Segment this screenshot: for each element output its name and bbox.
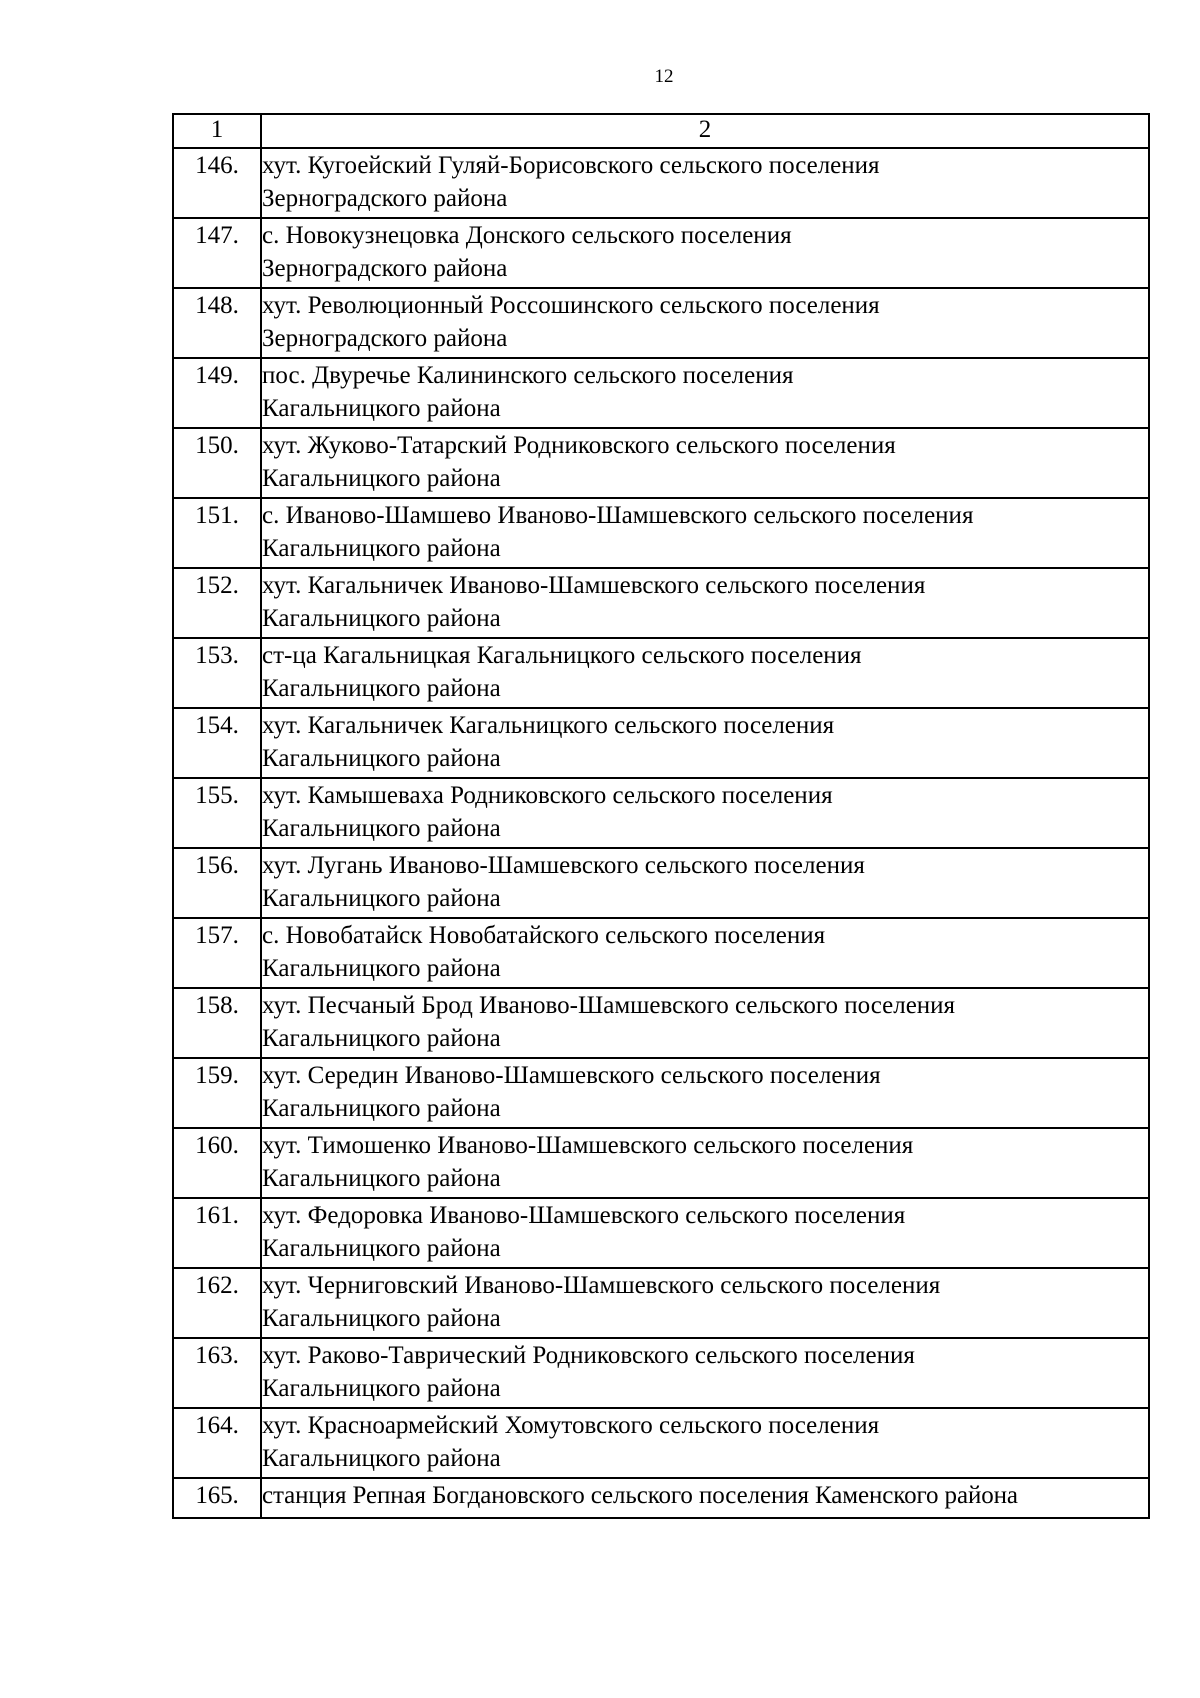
row-number: 156. [173, 848, 261, 918]
table-row [173, 918, 1149, 988]
settlement-name: хут. Федоровка Иваново-Шамшевского сельского поселения [262, 1202, 906, 1229]
row-number: 148. [173, 288, 261, 358]
table-row [173, 568, 1149, 638]
row-number: 153. [173, 638, 261, 708]
table-row [173, 988, 1149, 1058]
row-number: 157. [173, 918, 261, 988]
row-number: 150. [173, 428, 261, 498]
table-row [173, 358, 1149, 428]
settlement-cell [261, 638, 1149, 708]
table-row [173, 1058, 1149, 1128]
table-row [173, 288, 1149, 358]
settlement-district: Кагальницкого района [262, 955, 501, 982]
settlement-district: Кагальницкого района [262, 1445, 501, 1472]
settlement-district: Кагальницкого района [262, 675, 501, 702]
settlement-district: Кагальницкого района [262, 605, 501, 632]
settlement-cell [261, 1478, 1149, 1518]
row-number: 165. [173, 1478, 261, 1518]
table-row [173, 148, 1149, 218]
settlements-table [172, 113, 1150, 1519]
settlement-district: Зерноградского района [262, 255, 508, 282]
row-number: 152. [173, 568, 261, 638]
settlement-cell [261, 1268, 1149, 1338]
table-row [173, 778, 1149, 848]
table-row [173, 498, 1149, 568]
settlement-name: хут. Черниговский Иваново-Шамшевского сельского поселения [262, 1272, 941, 1299]
row-number: 158. [173, 988, 261, 1058]
table-row [173, 218, 1149, 288]
row-number: 162. [173, 1268, 261, 1338]
column-header-number: 1 [173, 114, 261, 148]
settlement-cell [261, 1198, 1149, 1268]
row-number: 151. [173, 498, 261, 568]
settlement-name: хут. Жуково-Татарский Родниковского сельского поселения [262, 432, 896, 459]
settlement-district: Кагальницкого района [262, 535, 501, 562]
settlement-district: Кагальницкого района [262, 885, 501, 912]
settlement-name: хут. Кагальничек Иваново-Шамшевского сельского поселения [262, 572, 926, 599]
settlement-name: с. Иваново-Шамшево Иваново-Шамшевского сельского поселения [262, 502, 974, 529]
settlement-name: хут. Революционный Россошинского сельского поселения [262, 292, 880, 319]
settlement-district: Кагальницкого района [262, 1235, 501, 1262]
settlement-district: Кагальницкого района [262, 1025, 501, 1052]
row-number: 154. [173, 708, 261, 778]
column-header-name: 2 [261, 114, 1149, 148]
settlement-district: Кагальницкого района [262, 1305, 501, 1332]
settlement-cell [261, 1338, 1149, 1408]
table-row [173, 848, 1149, 918]
settlement-name: хут. Камышеваха Родниковского сельского поселения [262, 782, 833, 809]
settlement-district: Кагальницкого района [262, 1095, 501, 1122]
settlement-cell [261, 1058, 1149, 1128]
table-row [173, 1198, 1149, 1268]
row-number: 159. [173, 1058, 261, 1128]
row-number: 146. [173, 148, 261, 218]
settlement-name: с. Новобатайск Новобатайского сельского поселения [262, 922, 826, 949]
settlement-cell [261, 358, 1149, 428]
settlement-cell [261, 848, 1149, 918]
settlement-cell [261, 568, 1149, 638]
table-row [173, 638, 1149, 708]
settlement-cell [261, 708, 1149, 778]
settlement-cell [261, 988, 1149, 1058]
settlement-district: Кагальницкого района [262, 395, 501, 422]
settlement-name: хут. Красноармейский Хомутовского сельского поселения [262, 1412, 880, 1439]
settlement-cell [261, 428, 1149, 498]
table-row [173, 1268, 1149, 1338]
settlement-name: хут. Тимошенко Иваново-Шамшевского сельского поселения [262, 1132, 914, 1159]
settlement-district: Зерноградского района [262, 185, 508, 212]
settlement-cell [261, 148, 1149, 218]
row-number: 160. [173, 1128, 261, 1198]
settlement-district: Кагальницкого района [262, 815, 501, 842]
settlement-name: хут. Песчаный Брод Иваново-Шамшевского сельского поселения [262, 992, 956, 1019]
settlement-cell [261, 498, 1149, 568]
settlement-name: хут. Лугань Иваново-Шамшевского сельского поселения [262, 852, 865, 879]
settlement-cell [261, 1408, 1149, 1478]
settlement-district: Кагальницкого района [262, 1375, 501, 1402]
settlement-cell [261, 218, 1149, 288]
table-row [173, 1128, 1149, 1198]
settlement-name: хут. Кугоейский Гуляй-Борисовского сельского поселения [262, 152, 880, 179]
settlement-name: с. Новокузнецовка Донского сельского поселения [262, 222, 792, 249]
settlement-district: Кагальницкого района [262, 465, 501, 492]
row-number: 164. [173, 1408, 261, 1478]
row-number: 163. [173, 1338, 261, 1408]
settlement-cell [261, 288, 1149, 358]
row-number: 161. [173, 1198, 261, 1268]
row-number: 147. [173, 218, 261, 288]
settlement-district: Кагальницкого района [262, 745, 501, 772]
row-number: 149. [173, 358, 261, 428]
table-row [173, 428, 1149, 498]
page-number: 12 [654, 66, 674, 87]
settlement-cell [261, 918, 1149, 988]
table-row [173, 1338, 1149, 1408]
table-row [173, 1478, 1149, 1518]
settlement-name: станция Репная Богдановского сельского поселения Каменского района [262, 1482, 1018, 1509]
settlement-name: ст-ца Кагальницкая Кагальницкого сельского поселения [262, 642, 862, 669]
settlement-name: хут. Кагальничек Кагальницкого сельского поселения [262, 712, 835, 739]
settlement-district: Кагальницкого района [262, 1165, 501, 1192]
settlement-district: Зерноградского района [262, 325, 508, 352]
row-number: 155. [173, 778, 261, 848]
table-row [173, 1408, 1149, 1478]
settlement-name: хут. Раково-Таврический Родниковского сельского поселения [262, 1342, 915, 1369]
settlement-name: пос. Двуречье Калининского сельского поселения [262, 362, 794, 389]
settlement-name: хут. Середин Иваново-Шамшевского сельского поселения [262, 1062, 881, 1089]
table-header-row [173, 114, 1149, 148]
settlement-cell [261, 778, 1149, 848]
settlement-cell [261, 1128, 1149, 1198]
table-row [173, 708, 1149, 778]
